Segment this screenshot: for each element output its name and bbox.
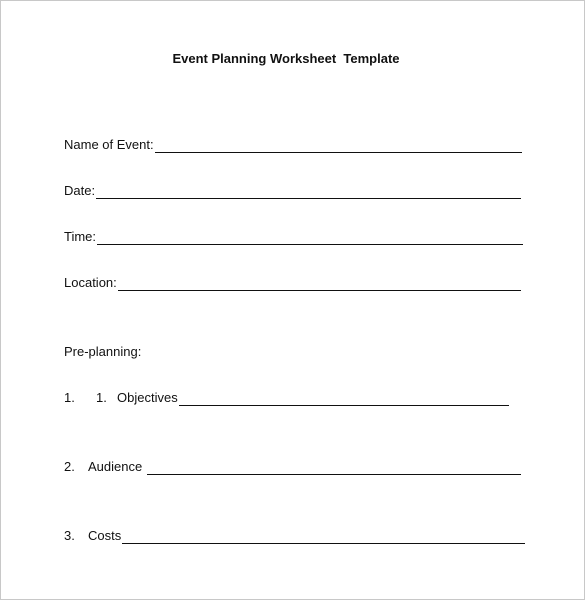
field-label-name-of-event: Name of Event: [64, 137, 154, 152]
preplanning-item-objectives [64, 390, 509, 406]
item-label-audience: Audience [88, 459, 146, 474]
item-line-audience[interactable] [147, 462, 521, 475]
field-line-name-of-event[interactable] [155, 140, 522, 153]
field-label-time: Time: [64, 229, 97, 244]
field-date [64, 183, 521, 199]
preplanning-heading: Pre-planning: [64, 344, 142, 359]
item-number: 2. [64, 459, 75, 474]
item-line-objectives[interactable] [179, 393, 509, 406]
field-name-of-event [64, 137, 522, 153]
item-number: 1. [64, 390, 75, 405]
item-line-costs[interactable] [122, 531, 525, 544]
item-label-costs: Costs [88, 528, 122, 543]
field-location [64, 275, 521, 291]
preplanning-item-costs [64, 528, 525, 544]
item-number: 3. [64, 528, 75, 543]
field-line-location[interactable] [118, 278, 521, 291]
preplanning-item-audience [64, 459, 521, 475]
field-label-date: Date: [64, 183, 96, 198]
item-label-objectives: Objectives [117, 390, 178, 405]
field-line-date[interactable] [96, 186, 521, 199]
field-line-time[interactable] [97, 232, 523, 245]
item-sub-number: 1. [96, 390, 107, 405]
field-label-location: Location: [64, 275, 117, 290]
worksheet-title: Event Planning Worksheet Template [172, 51, 400, 66]
field-time [64, 229, 523, 245]
